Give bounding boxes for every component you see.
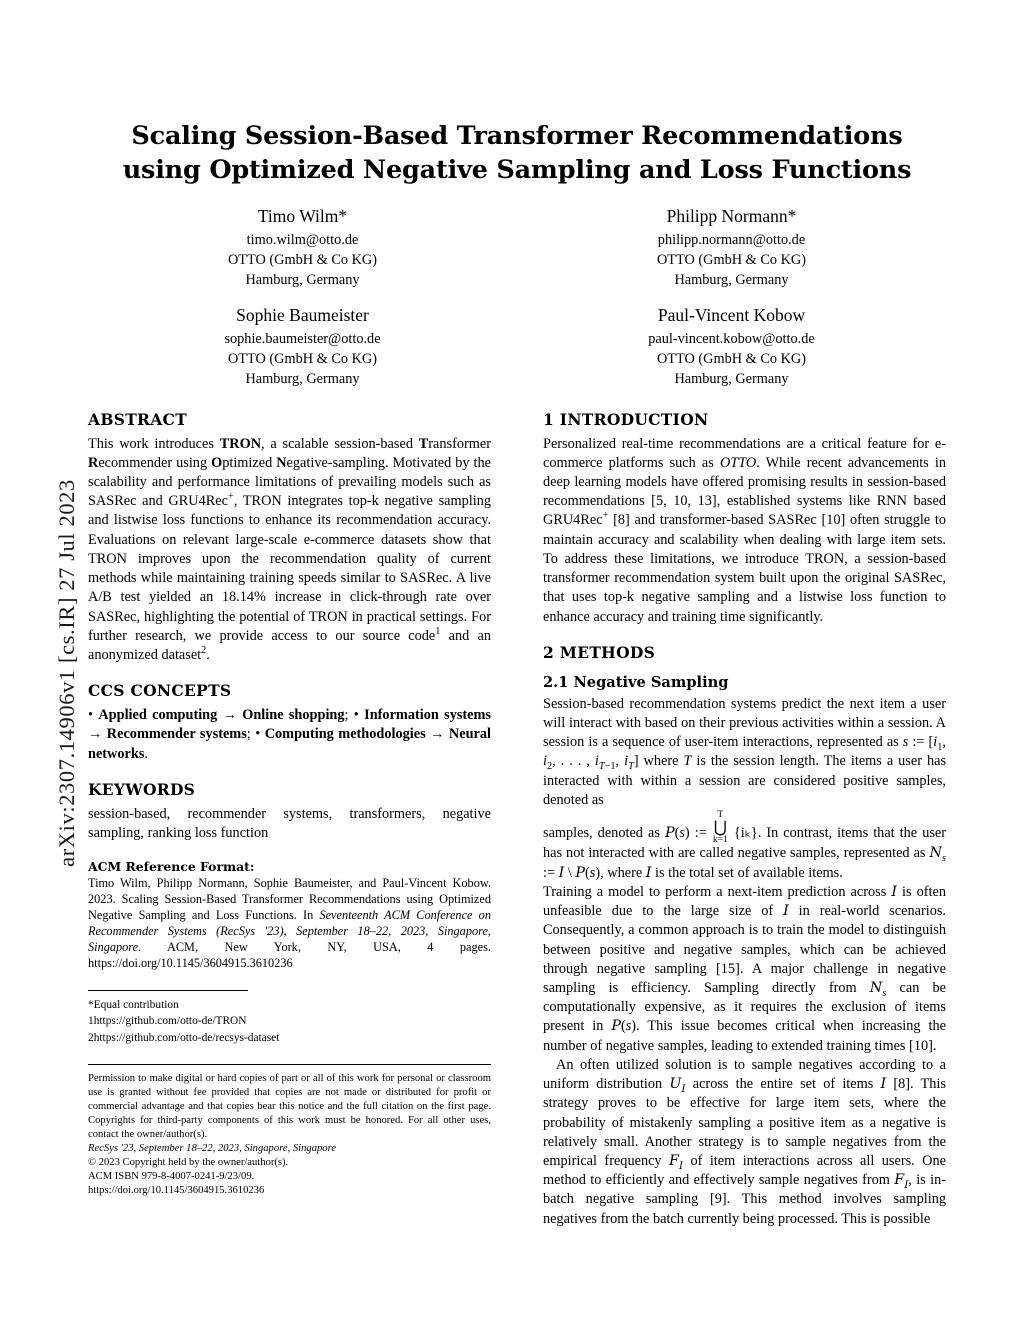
author-email[interactable]: philipp.normann@otto.de [657,231,806,248]
negative-sampling-heading: 2.1 Negative Sampling [543,673,729,691]
author-affiliation: OTTO (GmbH & Co KG) [656,251,807,268]
methods-heading: 2 METHODS [543,642,656,662]
license-block [88,1072,491,1199]
formula-lead: samples, denoted as P(s) := [543,825,707,842]
union-operator-icon [713,810,728,844]
footnote-list [88,997,491,1046]
author-entry [88,302,517,389]
introduction-text: Personalized real-time recommendations are a critical feature for e-commerce platforms such as OTTO. While recent advancements in deep learning models have offered promising results in session-based recommendations [5, 10, 13], established systems like RNN based GRU4Rec+ [8] and transformer-based SASRec [10] often struggle to maintain accuracy and scalability when dealing with large item sets. To address these limitations, we introduce TRON, a session-based transformer recommendation system built upon the original SASRec, that uses top-k negative sampling and a listwise loss function to enhance accuracy and training time significantly. [543,435,946,625]
negative-sampling-paragraph-3: An often utilized solution is to sample negatives according to a uniform distribution $U_I$ across the entire set of items I [8]. This strategy proves to be effective for large item sets, where the probability of mistakenly sampling a positive item as a negative is relatively small. Another strategy is to sample negatives from the empirical frequency $F_I$ of item interactions across all users. One method to efficiently and effectively sample negatives from $F_I$, is in-batch negative sampling [9]. This method involves sampling negatives from the batch currently being processed. This is possible [543,1056,946,1227]
formula-tail: . In contrast, items that the user has not interacted with are called negative samples, represented as $N_s$ := I \ P(s), where I is the total set of available items. [543,825,947,881]
paper-content [88,120,946,1229]
union-glyph: ⋃ [713,818,727,836]
footnote-item[interactable]: 1https://github.com/otto-de/TRON [88,1015,247,1028]
union-lower-limit: k=1 [712,833,728,845]
author-name: Timo Wilm* [257,206,348,227]
author-name: Philipp Normann* [666,206,797,227]
author-name: Paul-Vincent Kobow [657,305,806,326]
author-email[interactable]: paul-vincent.kobow@otto.de [648,330,815,347]
author-affiliation: OTTO (GmbH & Co KG) [227,351,378,367]
formula-set: {iₖ} [733,825,758,842]
abstract-heading: ABSTRACT [88,409,188,429]
left-column [88,408,517,1229]
footnote-item: *Equal contribution [88,999,179,1012]
author-block [88,203,946,401]
positive-samples-formula [543,810,946,883]
author-name: Sophie Baumeister [236,305,369,326]
author-email[interactable]: timo.wilm@otto.de [246,231,359,248]
keywords-text: session-based, recommender systems, transformers, negative sampling, ranking loss function [88,805,491,842]
abstract-text: This work introduces TRON, a scalable session-based Transformer Recommender using Optimized Negative-sampling. Motivated by the scalability and performance limitations of prevailing models such as SASRec and GRU4Rec+, TRON integrates top-k negative sampling and listwise loss functions to enhance its recommendation accuracy. Evaluations on relevant large-scale e-commerce datasets show that TRON improves upon the recommendation quality of current methods while maintaining training speeds similar to SASRec. A live A/B test yielded an 18.14% increase in click-through rate over SASRec, highlighting the potential of TRON in practical settings. For further research, we provide access to our source code$^1$ and an anonymized dataset$^2$. [88,435,492,663]
license-isbn: ACM ISBN 979-8-4007-0241-9/23/09. [88,1171,255,1183]
license-copyright: © 2023 Copyright held by the owner/author(s). [88,1157,289,1169]
acm-reference-text: Timo Wilm, Philipp Normann, Sophie Baumeister, and Paul-Vincent Kobow. 2023. Scaling Session-Based Transformer Recommendations using Optimized Negative Sampling and Loss Functions. In Seventeenth ACM Conference on Recommender Systems (RecSys '23), September 18–22, 2023, Singapore, Singapore. ACM, New York, NY, USA, 4 pages. https://doi.org/10.1145/3604915.3610236 [88,876,491,971]
license-divider [88,1064,491,1065]
right-column [517,408,946,1229]
author-location: Hamburg, Germany [245,272,360,289]
author-email[interactable]: sophie.baumeister@otto.de [224,330,381,347]
author-entry [88,203,517,290]
author-location: Hamburg, Germany [245,371,360,388]
license-doi[interactable]: https://doi.org/10.1145/3604915.3610236 [88,1185,265,1197]
author-entry [517,203,946,290]
negative-sampling-paragraph-2: Training a model to perform a next-item prediction across I is often unfeasible due to the large size of I in real-world scenarios. Consequently, a common approach is to train the model to distinguish between positive and negative samples, which can be achieved through negative sampling [15]. A major challenge in negative sampling is efficiency. Sampling directly from $N_s$ can be computationally expensive, as it requires the exclusion of items present in P(s). This issue becomes critical when increasing the number of negative samples, leading to extended training times [10]. [543,883,947,1054]
footnote-item[interactable]: 2https://github.com/otto-de/recsys-dataset [88,1031,280,1044]
author-location: Hamburg, Germany [674,272,789,289]
acm-reference-heading: ACM Reference Format: [88,859,255,875]
ccs-concepts-heading: CCS CONCEPTS [88,681,232,701]
introduction-heading: 1 INTRODUCTION [543,409,709,429]
license-venue: RecSys '23, September 18–22, 2023, Singapore, Singapore [88,1143,337,1155]
author-location: Hamburg, Germany [674,371,789,388]
two-column-body [88,408,946,1229]
keywords-heading: KEYWORDS [88,779,196,799]
author-entry [517,302,946,389]
page-title: Scaling Session-Based Transformer Recommendations using Optimized Negative Sampling and Loss Functions [122,121,912,185]
union-upper-limit: T [717,809,724,821]
footnote-divider [88,990,248,991]
author-affiliation: OTTO (GmbH & Co KG) [656,351,807,367]
negative-sampling-paragraph-1: Session-based recommendation systems predict the next item a user will interact with based on their previous activities within a session. A session is a sequence of user-item interactions, represented as s := [$i_1$, $i_2$, . . . , $i_{T-1}$, $i_T$] where T is the session length. The items a user has interacted with within a session are considered positive samples, denoted as [543,695,947,808]
ccs-concepts-text: • Applied computing → Online shopping; • Information systems → Recommender systems; • Computing methodologies → Neural networks. [88,707,492,762]
license-permission-text: Permission to make digital or hard copies of part or all of this work for personal or classroom use is granted without fee provided that copies are not made or distributed for profit or commercial advantage and that copies bear this notice and the full citation on the first page. Copyrights for third-party components of this work must be honored. For all other uses, contact the owner/author(s). [88,1072,491,1141]
author-affiliation: OTTO (GmbH & Co KG) [227,251,378,268]
arxiv-identifier-stamp: arXiv:2307.14906v1 [cs.IR] 27 Jul 2023 [54,479,79,867]
